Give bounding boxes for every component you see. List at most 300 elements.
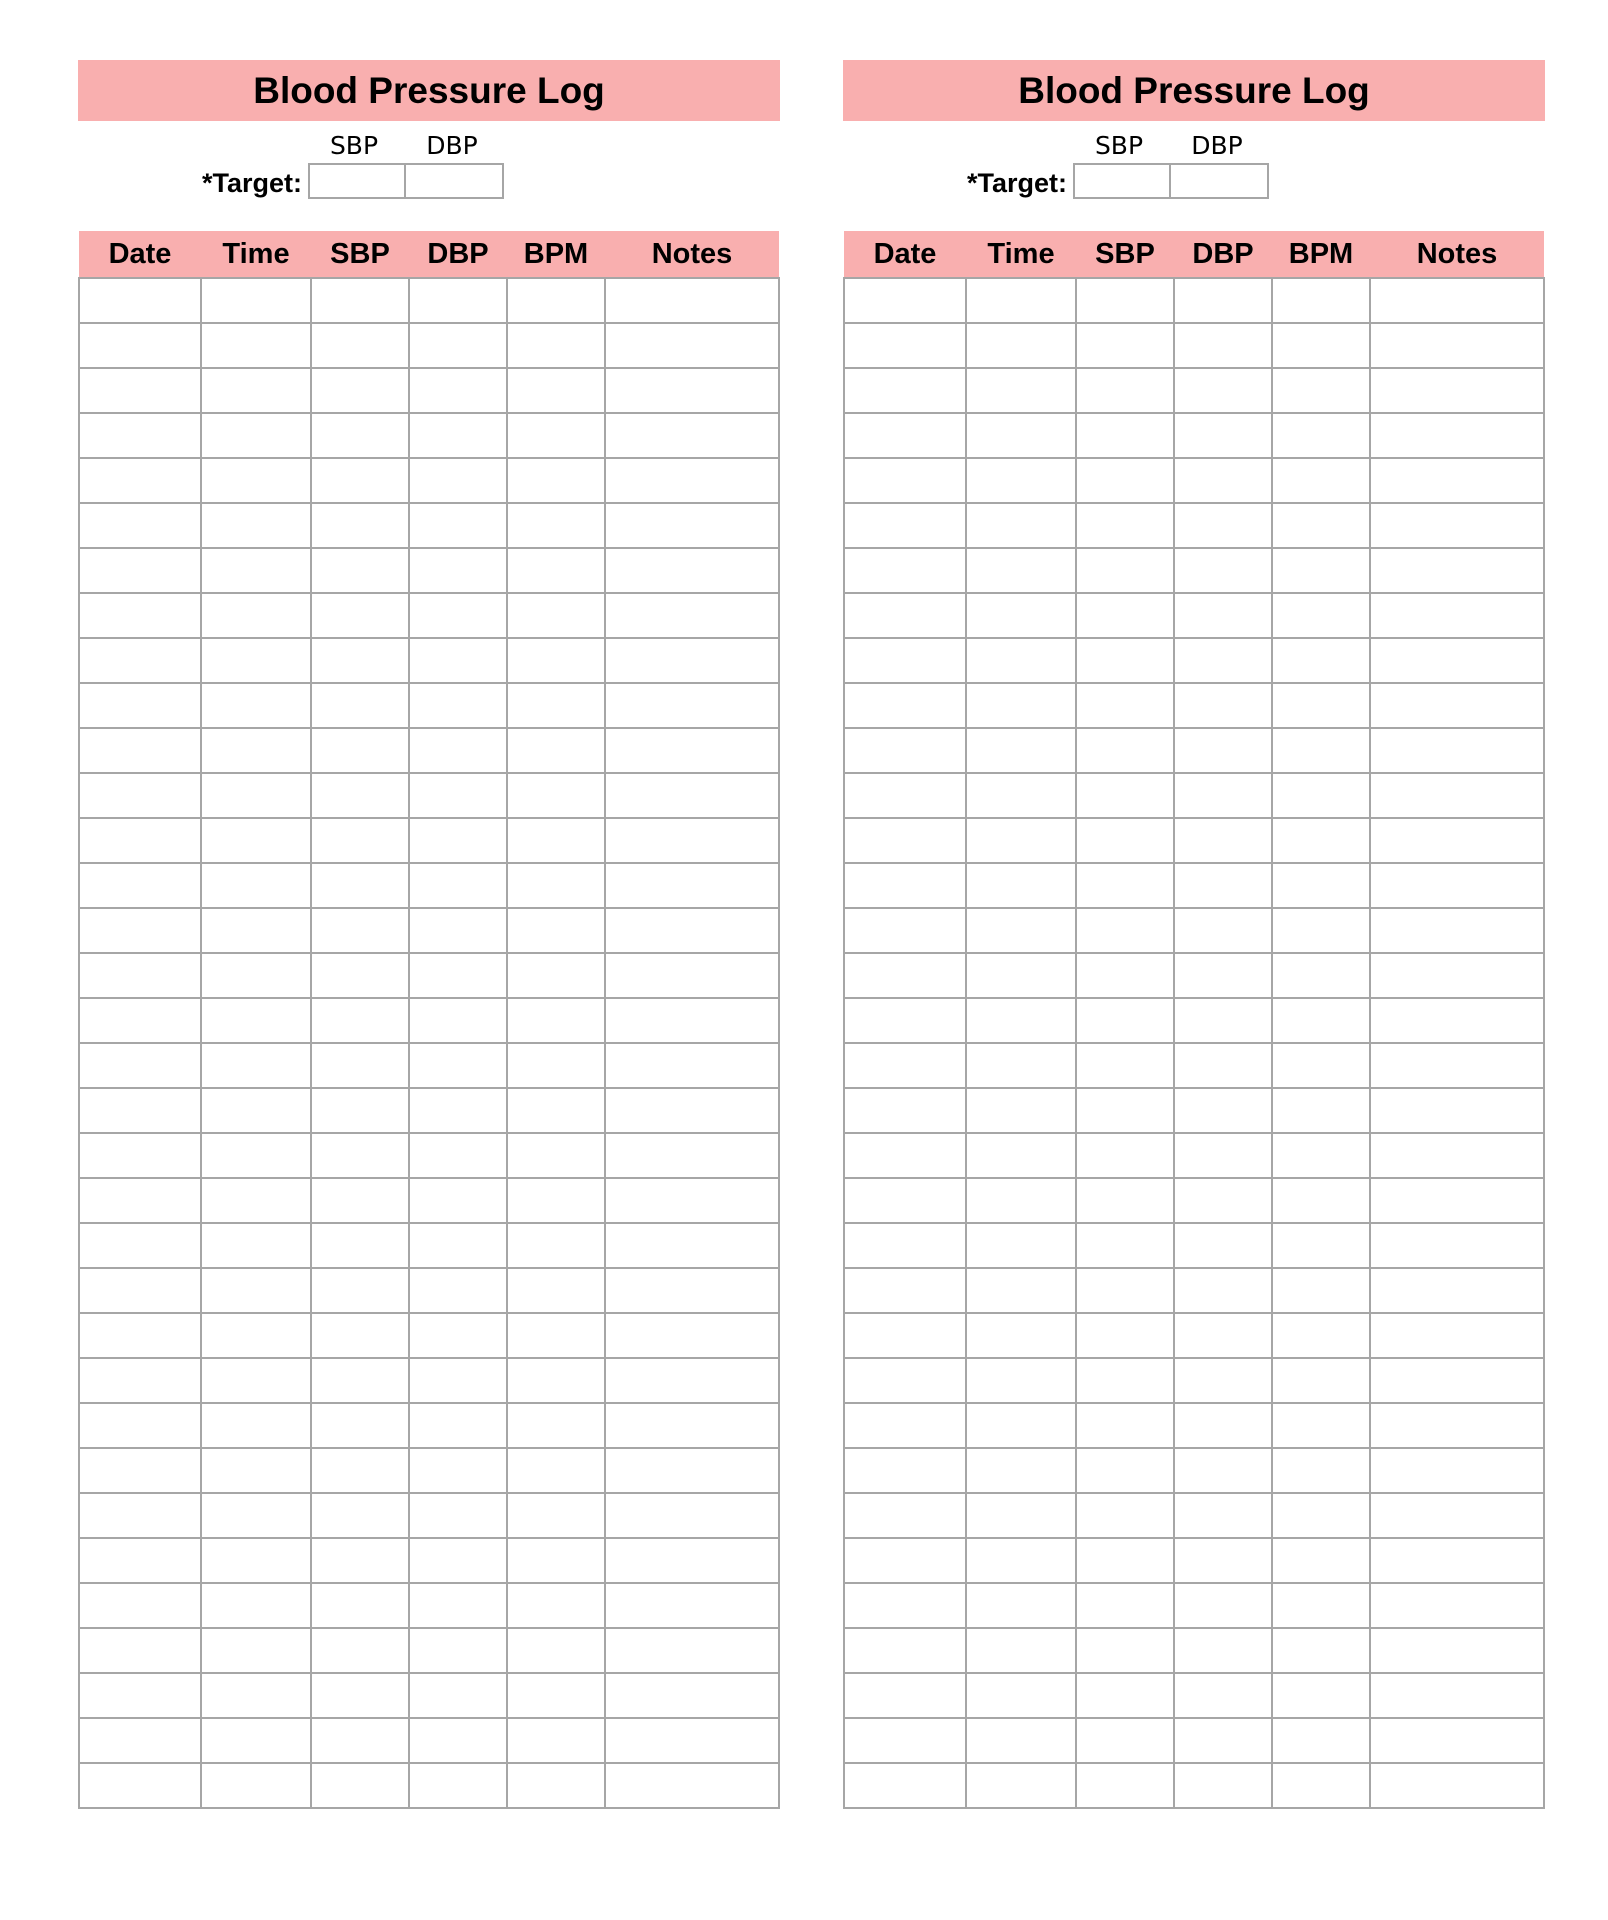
cell-notes[interactable] — [605, 503, 779, 548]
cell-dbp[interactable] — [1174, 1043, 1272, 1088]
cell-sbp[interactable] — [1076, 548, 1174, 593]
cell-dbp[interactable] — [409, 1448, 507, 1493]
cell-time[interactable] — [966, 1583, 1076, 1628]
cell-dbp[interactable] — [409, 1268, 507, 1313]
cell-notes[interactable] — [605, 1493, 779, 1538]
cell-bpm[interactable] — [1272, 1403, 1370, 1448]
cell-dbp[interactable] — [409, 728, 507, 773]
cell-notes[interactable] — [1370, 1448, 1544, 1493]
cell-bpm[interactable] — [1272, 1448, 1370, 1493]
cell-date[interactable] — [79, 413, 201, 458]
cell-notes[interactable] — [1370, 728, 1544, 773]
cell-dbp[interactable] — [409, 908, 507, 953]
cell-time[interactable] — [966, 593, 1076, 638]
cell-time[interactable] — [201, 1493, 311, 1538]
cell-notes[interactable] — [605, 1538, 779, 1583]
cell-sbp[interactable] — [1076, 1358, 1174, 1403]
cell-sbp[interactable] — [311, 638, 409, 683]
cell-notes[interactable] — [1370, 1763, 1544, 1808]
cell-dbp[interactable] — [1174, 413, 1272, 458]
cell-sbp[interactable] — [1076, 1763, 1174, 1808]
cell-notes[interactable] — [1370, 773, 1544, 818]
cell-dbp[interactable] — [1174, 323, 1272, 368]
cell-time[interactable] — [966, 548, 1076, 593]
cell-sbp[interactable] — [311, 1628, 409, 1673]
cell-notes[interactable] — [1370, 1493, 1544, 1538]
cell-date[interactable] — [79, 638, 201, 683]
cell-dbp[interactable] — [409, 323, 507, 368]
cell-sbp[interactable] — [1076, 818, 1174, 863]
cell-sbp[interactable] — [1076, 1313, 1174, 1358]
cell-date[interactable] — [844, 1448, 966, 1493]
cell-date[interactable] — [79, 503, 201, 548]
cell-time[interactable] — [201, 908, 311, 953]
cell-notes[interactable] — [605, 1763, 779, 1808]
cell-date[interactable] — [79, 1088, 201, 1133]
cell-notes[interactable] — [1370, 413, 1544, 458]
cell-notes[interactable] — [605, 1088, 779, 1133]
cell-dbp[interactable] — [409, 368, 507, 413]
cell-date[interactable] — [844, 1268, 966, 1313]
cell-date[interactable] — [844, 1088, 966, 1133]
cell-dbp[interactable] — [1174, 278, 1272, 323]
cell-bpm[interactable] — [1272, 458, 1370, 503]
cell-date[interactable] — [79, 1538, 201, 1583]
cell-sbp[interactable] — [1076, 323, 1174, 368]
cell-notes[interactable] — [605, 863, 779, 908]
cell-bpm[interactable] — [1272, 1088, 1370, 1133]
cell-time[interactable] — [966, 638, 1076, 683]
cell-sbp[interactable] — [1076, 278, 1174, 323]
cell-dbp[interactable] — [1174, 1358, 1272, 1403]
cell-sbp[interactable] — [1076, 413, 1174, 458]
cell-sbp[interactable] — [311, 953, 409, 998]
cell-bpm[interactable] — [507, 1043, 605, 1088]
cell-bpm[interactable] — [507, 1763, 605, 1808]
cell-bpm[interactable] — [507, 683, 605, 728]
cell-bpm[interactable] — [507, 728, 605, 773]
cell-time[interactable] — [201, 1313, 311, 1358]
cell-notes[interactable] — [1370, 998, 1544, 1043]
cell-sbp[interactable] — [311, 1313, 409, 1358]
cell-sbp[interactable] — [311, 1088, 409, 1133]
cell-time[interactable] — [201, 503, 311, 548]
cell-bpm[interactable] — [1272, 683, 1370, 728]
cell-notes[interactable] — [1370, 278, 1544, 323]
cell-notes[interactable] — [1370, 368, 1544, 413]
cell-date[interactable] — [844, 1178, 966, 1223]
cell-time[interactable] — [201, 1763, 311, 1808]
cell-sbp[interactable] — [311, 1673, 409, 1718]
cell-time[interactable] — [966, 818, 1076, 863]
cell-date[interactable] — [79, 1583, 201, 1628]
cell-bpm[interactable] — [1272, 1538, 1370, 1583]
cell-time[interactable] — [966, 1763, 1076, 1808]
cell-bpm[interactable] — [507, 1223, 605, 1268]
cell-date[interactable] — [844, 728, 966, 773]
cell-dbp[interactable] — [1174, 683, 1272, 728]
cell-notes[interactable] — [1370, 458, 1544, 503]
cell-date[interactable] — [79, 908, 201, 953]
cell-sbp[interactable] — [311, 1718, 409, 1763]
target-dbp-field[interactable] — [1171, 163, 1269, 199]
cell-time[interactable] — [201, 1673, 311, 1718]
cell-notes[interactable] — [605, 773, 779, 818]
cell-date[interactable] — [844, 818, 966, 863]
cell-date[interactable] — [79, 728, 201, 773]
cell-dbp[interactable] — [409, 1313, 507, 1358]
cell-bpm[interactable] — [1272, 728, 1370, 773]
cell-time[interactable] — [201, 1628, 311, 1673]
cell-time[interactable] — [201, 278, 311, 323]
cell-notes[interactable] — [605, 998, 779, 1043]
cell-date[interactable] — [844, 503, 966, 548]
cell-sbp[interactable] — [1076, 1088, 1174, 1133]
cell-time[interactable] — [201, 1358, 311, 1403]
cell-dbp[interactable] — [1174, 1763, 1272, 1808]
cell-sbp[interactable] — [311, 1268, 409, 1313]
cell-sbp[interactable] — [1076, 503, 1174, 548]
cell-notes[interactable] — [605, 638, 779, 683]
cell-date[interactable] — [844, 908, 966, 953]
cell-sbp[interactable] — [311, 863, 409, 908]
cell-sbp[interactable] — [311, 368, 409, 413]
cell-date[interactable] — [844, 1313, 966, 1358]
cell-notes[interactable] — [605, 818, 779, 863]
cell-sbp[interactable] — [311, 773, 409, 818]
cell-time[interactable] — [966, 1268, 1076, 1313]
cell-dbp[interactable] — [409, 863, 507, 908]
cell-dbp[interactable] — [1174, 953, 1272, 998]
cell-bpm[interactable] — [507, 1178, 605, 1223]
cell-bpm[interactable] — [1272, 773, 1370, 818]
cell-time[interactable] — [201, 1178, 311, 1223]
cell-dbp[interactable] — [409, 818, 507, 863]
cell-dbp[interactable] — [1174, 1223, 1272, 1268]
cell-time[interactable] — [966, 1673, 1076, 1718]
cell-date[interactable] — [79, 953, 201, 998]
cell-sbp[interactable] — [311, 1763, 409, 1808]
cell-date[interactable] — [844, 278, 966, 323]
cell-time[interactable] — [966, 1448, 1076, 1493]
cell-notes[interactable] — [605, 368, 779, 413]
cell-bpm[interactable] — [507, 1448, 605, 1493]
cell-sbp[interactable] — [311, 548, 409, 593]
cell-time[interactable] — [966, 1223, 1076, 1268]
cell-sbp[interactable] — [1076, 953, 1174, 998]
cell-time[interactable] — [966, 1043, 1076, 1088]
cell-time[interactable] — [966, 1493, 1076, 1538]
cell-dbp[interactable] — [409, 1178, 507, 1223]
cell-sbp[interactable] — [1076, 1223, 1174, 1268]
cell-date[interactable] — [79, 773, 201, 818]
cell-bpm[interactable] — [1272, 368, 1370, 413]
cell-sbp[interactable] — [311, 683, 409, 728]
cell-sbp[interactable] — [311, 1403, 409, 1448]
cell-bpm[interactable] — [507, 998, 605, 1043]
cell-time[interactable] — [201, 1043, 311, 1088]
cell-date[interactable] — [844, 683, 966, 728]
cell-dbp[interactable] — [1174, 1268, 1272, 1313]
cell-date[interactable] — [844, 1133, 966, 1178]
cell-sbp[interactable] — [1076, 1043, 1174, 1088]
cell-notes[interactable] — [1370, 593, 1544, 638]
cell-date[interactable] — [844, 998, 966, 1043]
cell-dbp[interactable] — [1174, 818, 1272, 863]
cell-dbp[interactable] — [1174, 458, 1272, 503]
cell-bpm[interactable] — [1272, 1043, 1370, 1088]
cell-bpm[interactable] — [507, 953, 605, 998]
cell-bpm[interactable] — [1272, 1673, 1370, 1718]
cell-dbp[interactable] — [1174, 998, 1272, 1043]
cell-notes[interactable] — [605, 1313, 779, 1358]
cell-notes[interactable] — [605, 1583, 779, 1628]
cell-date[interactable] — [79, 323, 201, 368]
cell-dbp[interactable] — [409, 683, 507, 728]
cell-bpm[interactable] — [1272, 998, 1370, 1043]
cell-time[interactable] — [201, 323, 311, 368]
cell-sbp[interactable] — [311, 1223, 409, 1268]
cell-date[interactable] — [79, 1313, 201, 1358]
cell-date[interactable] — [79, 818, 201, 863]
cell-notes[interactable] — [1370, 908, 1544, 953]
cell-dbp[interactable] — [1174, 1133, 1272, 1178]
cell-date[interactable] — [79, 1133, 201, 1178]
cell-bpm[interactable] — [507, 1583, 605, 1628]
cell-time[interactable] — [966, 1403, 1076, 1448]
cell-sbp[interactable] — [1076, 1133, 1174, 1178]
cell-date[interactable] — [844, 1628, 966, 1673]
cell-sbp[interactable] — [311, 728, 409, 773]
cell-notes[interactable] — [605, 1403, 779, 1448]
cell-dbp[interactable] — [409, 773, 507, 818]
cell-time[interactable] — [201, 1403, 311, 1448]
cell-notes[interactable] — [605, 1268, 779, 1313]
cell-bpm[interactable] — [1272, 1223, 1370, 1268]
cell-time[interactable] — [966, 1628, 1076, 1673]
cell-date[interactable] — [844, 1763, 966, 1808]
cell-dbp[interactable] — [1174, 908, 1272, 953]
cell-time[interactable] — [201, 683, 311, 728]
cell-time[interactable] — [966, 1358, 1076, 1403]
cell-time[interactable] — [201, 458, 311, 503]
cell-time[interactable] — [201, 1133, 311, 1178]
cell-notes[interactable] — [1370, 1358, 1544, 1403]
cell-notes[interactable] — [1370, 1043, 1544, 1088]
cell-time[interactable] — [201, 1223, 311, 1268]
cell-dbp[interactable] — [409, 1538, 507, 1583]
cell-bpm[interactable] — [1272, 1358, 1370, 1403]
cell-time[interactable] — [201, 548, 311, 593]
cell-bpm[interactable] — [1272, 953, 1370, 998]
cell-bpm[interactable] — [1272, 1268, 1370, 1313]
cell-bpm[interactable] — [1272, 1763, 1370, 1808]
cell-bpm[interactable] — [507, 368, 605, 413]
cell-bpm[interactable] — [507, 1088, 605, 1133]
cell-time[interactable] — [966, 278, 1076, 323]
cell-sbp[interactable] — [1076, 1448, 1174, 1493]
cell-bpm[interactable] — [507, 413, 605, 458]
cell-sbp[interactable] — [1076, 638, 1174, 683]
cell-notes[interactable] — [1370, 1268, 1544, 1313]
cell-date[interactable] — [844, 458, 966, 503]
cell-time[interactable] — [201, 638, 311, 683]
cell-dbp[interactable] — [409, 593, 507, 638]
cell-time[interactable] — [201, 953, 311, 998]
cell-dbp[interactable] — [1174, 638, 1272, 683]
cell-notes[interactable] — [1370, 1133, 1544, 1178]
cell-dbp[interactable] — [409, 458, 507, 503]
cell-notes[interactable] — [1370, 1403, 1544, 1448]
cell-dbp[interactable] — [409, 1763, 507, 1808]
cell-time[interactable] — [966, 503, 1076, 548]
cell-time[interactable] — [201, 1718, 311, 1763]
cell-bpm[interactable] — [1272, 323, 1370, 368]
cell-bpm[interactable] — [1272, 1583, 1370, 1628]
cell-sbp[interactable] — [311, 278, 409, 323]
cell-dbp[interactable] — [409, 1088, 507, 1133]
cell-notes[interactable] — [605, 1043, 779, 1088]
cell-notes[interactable] — [1370, 1313, 1544, 1358]
cell-date[interactable] — [79, 1673, 201, 1718]
cell-sbp[interactable] — [311, 1538, 409, 1583]
cell-time[interactable] — [201, 1583, 311, 1628]
cell-notes[interactable] — [605, 278, 779, 323]
cell-dbp[interactable] — [1174, 728, 1272, 773]
cell-date[interactable] — [79, 863, 201, 908]
cell-date[interactable] — [79, 548, 201, 593]
cell-dbp[interactable] — [409, 1403, 507, 1448]
cell-date[interactable] — [844, 1583, 966, 1628]
cell-notes[interactable] — [1370, 1538, 1544, 1583]
cell-dbp[interactable] — [409, 1043, 507, 1088]
cell-dbp[interactable] — [409, 1718, 507, 1763]
cell-bpm[interactable] — [507, 1133, 605, 1178]
cell-time[interactable] — [201, 413, 311, 458]
cell-date[interactable] — [844, 1043, 966, 1088]
cell-sbp[interactable] — [311, 818, 409, 863]
cell-date[interactable] — [844, 1538, 966, 1583]
cell-date[interactable] — [79, 998, 201, 1043]
cell-notes[interactable] — [605, 1223, 779, 1268]
cell-bpm[interactable] — [1272, 863, 1370, 908]
cell-time[interactable] — [966, 1718, 1076, 1763]
cell-bpm[interactable] — [507, 1268, 605, 1313]
cell-bpm[interactable] — [1272, 1493, 1370, 1538]
cell-notes[interactable] — [605, 1133, 779, 1178]
cell-dbp[interactable] — [409, 953, 507, 998]
cell-bpm[interactable] — [1272, 1718, 1370, 1763]
cell-date[interactable] — [844, 593, 966, 638]
cell-dbp[interactable] — [1174, 1313, 1272, 1358]
cell-date[interactable] — [79, 1268, 201, 1313]
cell-dbp[interactable] — [409, 278, 507, 323]
cell-bpm[interactable] — [507, 818, 605, 863]
cell-notes[interactable] — [605, 1448, 779, 1493]
cell-date[interactable] — [79, 593, 201, 638]
cell-dbp[interactable] — [1174, 503, 1272, 548]
cell-date[interactable] — [79, 1358, 201, 1403]
cell-sbp[interactable] — [1076, 683, 1174, 728]
cell-notes[interactable] — [605, 1358, 779, 1403]
cell-bpm[interactable] — [507, 1538, 605, 1583]
cell-date[interactable] — [79, 1178, 201, 1223]
cell-dbp[interactable] — [409, 1133, 507, 1178]
cell-date[interactable] — [79, 1043, 201, 1088]
cell-date[interactable] — [844, 638, 966, 683]
cell-notes[interactable] — [605, 1718, 779, 1763]
cell-bpm[interactable] — [507, 908, 605, 953]
cell-time[interactable] — [201, 1088, 311, 1133]
cell-dbp[interactable] — [1174, 773, 1272, 818]
cell-notes[interactable] — [1370, 1583, 1544, 1628]
cell-bpm[interactable] — [1272, 1178, 1370, 1223]
cell-date[interactable] — [844, 1223, 966, 1268]
cell-dbp[interactable] — [1174, 1448, 1272, 1493]
cell-notes[interactable] — [1370, 1628, 1544, 1673]
cell-date[interactable] — [844, 773, 966, 818]
cell-dbp[interactable] — [1174, 1628, 1272, 1673]
cell-dbp[interactable] — [1174, 1718, 1272, 1763]
cell-bpm[interactable] — [1272, 548, 1370, 593]
cell-date[interactable] — [79, 683, 201, 728]
cell-time[interactable] — [966, 323, 1076, 368]
cell-time[interactable] — [966, 458, 1076, 503]
cell-time[interactable] — [201, 728, 311, 773]
cell-dbp[interactable] — [1174, 1493, 1272, 1538]
cell-dbp[interactable] — [1174, 1088, 1272, 1133]
cell-dbp[interactable] — [1174, 1538, 1272, 1583]
cell-time[interactable] — [966, 1088, 1076, 1133]
cell-bpm[interactable] — [507, 1628, 605, 1673]
cell-time[interactable] — [966, 1538, 1076, 1583]
cell-date[interactable] — [844, 1358, 966, 1403]
cell-date[interactable] — [79, 278, 201, 323]
target-sbp-field[interactable] — [308, 163, 406, 199]
cell-date[interactable] — [79, 1628, 201, 1673]
cell-notes[interactable] — [605, 548, 779, 593]
cell-sbp[interactable] — [1076, 1493, 1174, 1538]
cell-dbp[interactable] — [409, 413, 507, 458]
cell-bpm[interactable] — [507, 1493, 605, 1538]
cell-bpm[interactable] — [507, 638, 605, 683]
cell-bpm[interactable] — [1272, 413, 1370, 458]
cell-date[interactable] — [844, 1718, 966, 1763]
cell-time[interactable] — [966, 1313, 1076, 1358]
cell-time[interactable] — [966, 773, 1076, 818]
cell-bpm[interactable] — [1272, 818, 1370, 863]
cell-bpm[interactable] — [507, 863, 605, 908]
cell-time[interactable] — [966, 368, 1076, 413]
cell-date[interactable] — [844, 953, 966, 998]
cell-time[interactable] — [966, 1133, 1076, 1178]
cell-notes[interactable] — [1370, 953, 1544, 998]
cell-sbp[interactable] — [311, 503, 409, 548]
cell-date[interactable] — [844, 863, 966, 908]
cell-bpm[interactable] — [1272, 638, 1370, 683]
cell-dbp[interactable] — [1174, 863, 1272, 908]
cell-time[interactable] — [966, 683, 1076, 728]
cell-bpm[interactable] — [507, 458, 605, 503]
cell-sbp[interactable] — [1076, 458, 1174, 503]
cell-time[interactable] — [966, 1178, 1076, 1223]
cell-time[interactable] — [201, 1538, 311, 1583]
cell-date[interactable] — [79, 458, 201, 503]
cell-date[interactable] — [79, 1403, 201, 1448]
cell-notes[interactable] — [1370, 638, 1544, 683]
cell-dbp[interactable] — [1174, 368, 1272, 413]
cell-sbp[interactable] — [1076, 1673, 1174, 1718]
